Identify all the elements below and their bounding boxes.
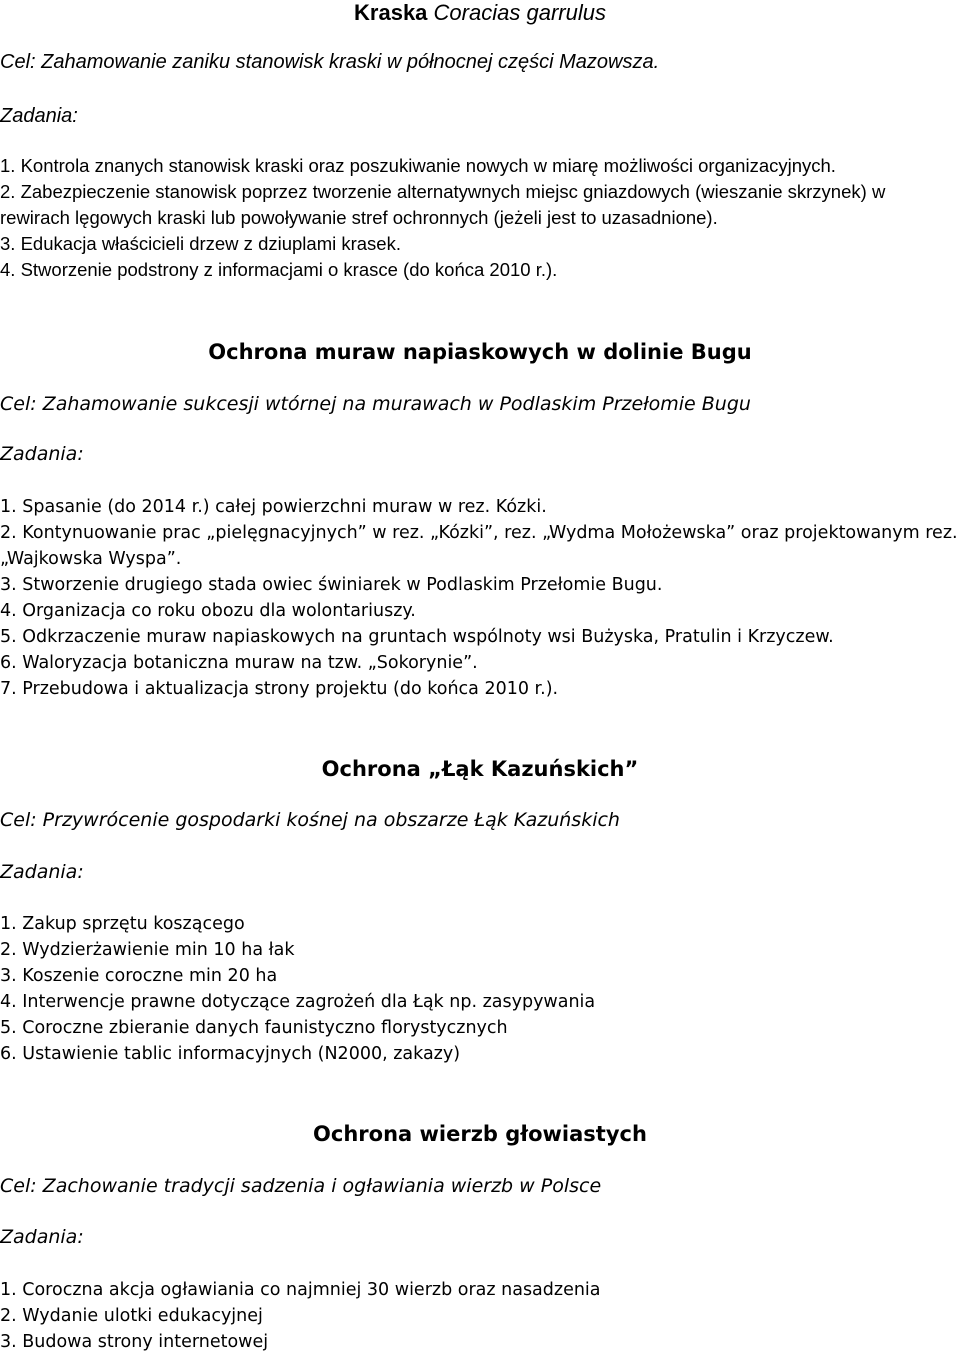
tasks-label-kraska: Zadania: <box>0 105 78 127</box>
tasks-label-murawy: Zadania: <box>0 443 84 465</box>
title-main: Kraska <box>354 0 428 25</box>
task-item: 4. Interwencje prawne dotyczące zagrożeń dla Łąk np. zasypywania <box>0 992 596 1012</box>
task-list-kraska <box>0 153 958 283</box>
tasks-label-laki: Zadania: <box>0 861 84 883</box>
task-item: 1. Kontrola znanych stanowisk kraski oraz poszukiwanie nowych w miarę możliwości organizacyjnych. <box>0 155 836 176</box>
task-list-wierzby <box>0 1277 958 1355</box>
section-title-murawy: Ochrona muraw napiaskowych w dolinie Bugu <box>208 340 752 364</box>
task-item: 5. Odkrzaczenie muraw napiaskowych na gruntach wspólnoty wsi Bużyska, Pratulin i Krzyczew. <box>0 627 834 647</box>
task-item: 1. Zakup sprzętu koszącego <box>0 914 245 934</box>
task-item: 5. Coroczne zbieranie danych faunistyczno florystycznych <box>0 1018 508 1038</box>
task-item: 2. Wydzierżawienie min 10 ha łak <box>0 940 295 960</box>
title-latin-name: Coracias garrulus <box>433 0 606 25</box>
task-item: 2. Zabezpieczenie stanowisk poprzez tworzenie alternatywnych miejsc gniazdowych (wieszanie skrzynek) w rewirach lęgowych kraski lub powoływanie stref ochronnych (jeżeli jest to uzasadnione). <box>0 181 886 228</box>
task-item: 4. Stworzenie podstrony z informacjami o krasce (do końca 2010 r.). <box>0 259 558 280</box>
task-item: 4. Organizacja co roku obozu dla wolontariuszy. <box>0 601 416 621</box>
task-item: 3. Edukacja właścicieli drzew z dziuplami krasek. <box>0 233 401 254</box>
section-goal-wierzby: Cel: Zachowanie tradycji sadzenia i ogławiania wierzb w Polsce <box>0 1175 602 1197</box>
section-goal-kraska: Cel: Zahamowanie zaniku stanowisk kraski w północnej części Mazowsza. <box>0 51 660 73</box>
section-goal-murawy: Cel: Zahamowanie sukcesji wtórnej na murawach w Podlaskim Przełomie Bugu <box>0 393 751 415</box>
task-item: 3. Stworzenie drugiego stada owiec świniarek w Podlaskim Przełomie Bugu. <box>0 575 663 595</box>
section-title-laki: Ochrona „Łąk Kazuńskich” <box>321 757 639 781</box>
section-title-wierzby: Ochrona wierzb głowiastych <box>313 1122 647 1146</box>
task-item: 3. Koszenie coroczne min 20 ha <box>0 966 278 986</box>
tasks-label-wierzby: Zadania: <box>0 1226 84 1248</box>
task-item: 6. Waloryzacja botaniczna muraw na tzw. „Sokorynie”. <box>0 653 478 673</box>
task-item: 1. Coroczna akcja ogławiania co najmniej 30 wierzb oraz nasadzenia <box>0 1280 601 1300</box>
section-title-kraska <box>0 0 960 26</box>
task-item: 1. Spasanie (do 2014 r.) całej powierzchni muraw w rez. Kózki. <box>0 497 547 517</box>
task-list-laki <box>0 911 958 1067</box>
task-item: 3. Budowa strony internetowej <box>0 1332 269 1352</box>
task-list-murawy <box>0 494 958 702</box>
task-item: 6. Ustawienie tablic informacyjnych (N2000, zakazy) <box>0 1044 461 1064</box>
task-item: 2. Kontynuowanie prac „pielęgnacyjnych” w rez. „Kózki”, rez. „Wydma Mołożewska” oraz projektowanym rez. „Wajkowska Wyspa”. <box>0 523 958 569</box>
task-item: 7. Przebudowa i aktualizacja strony projektu (do końca 2010 r.). <box>0 679 559 699</box>
task-item: 2. Wydanie ulotki edukacyjnej <box>0 1306 263 1326</box>
section-goal-laki: Cel: Przywrócenie gospodarki kośnej na obszarze Łąk Kazuńskich <box>0 809 620 831</box>
